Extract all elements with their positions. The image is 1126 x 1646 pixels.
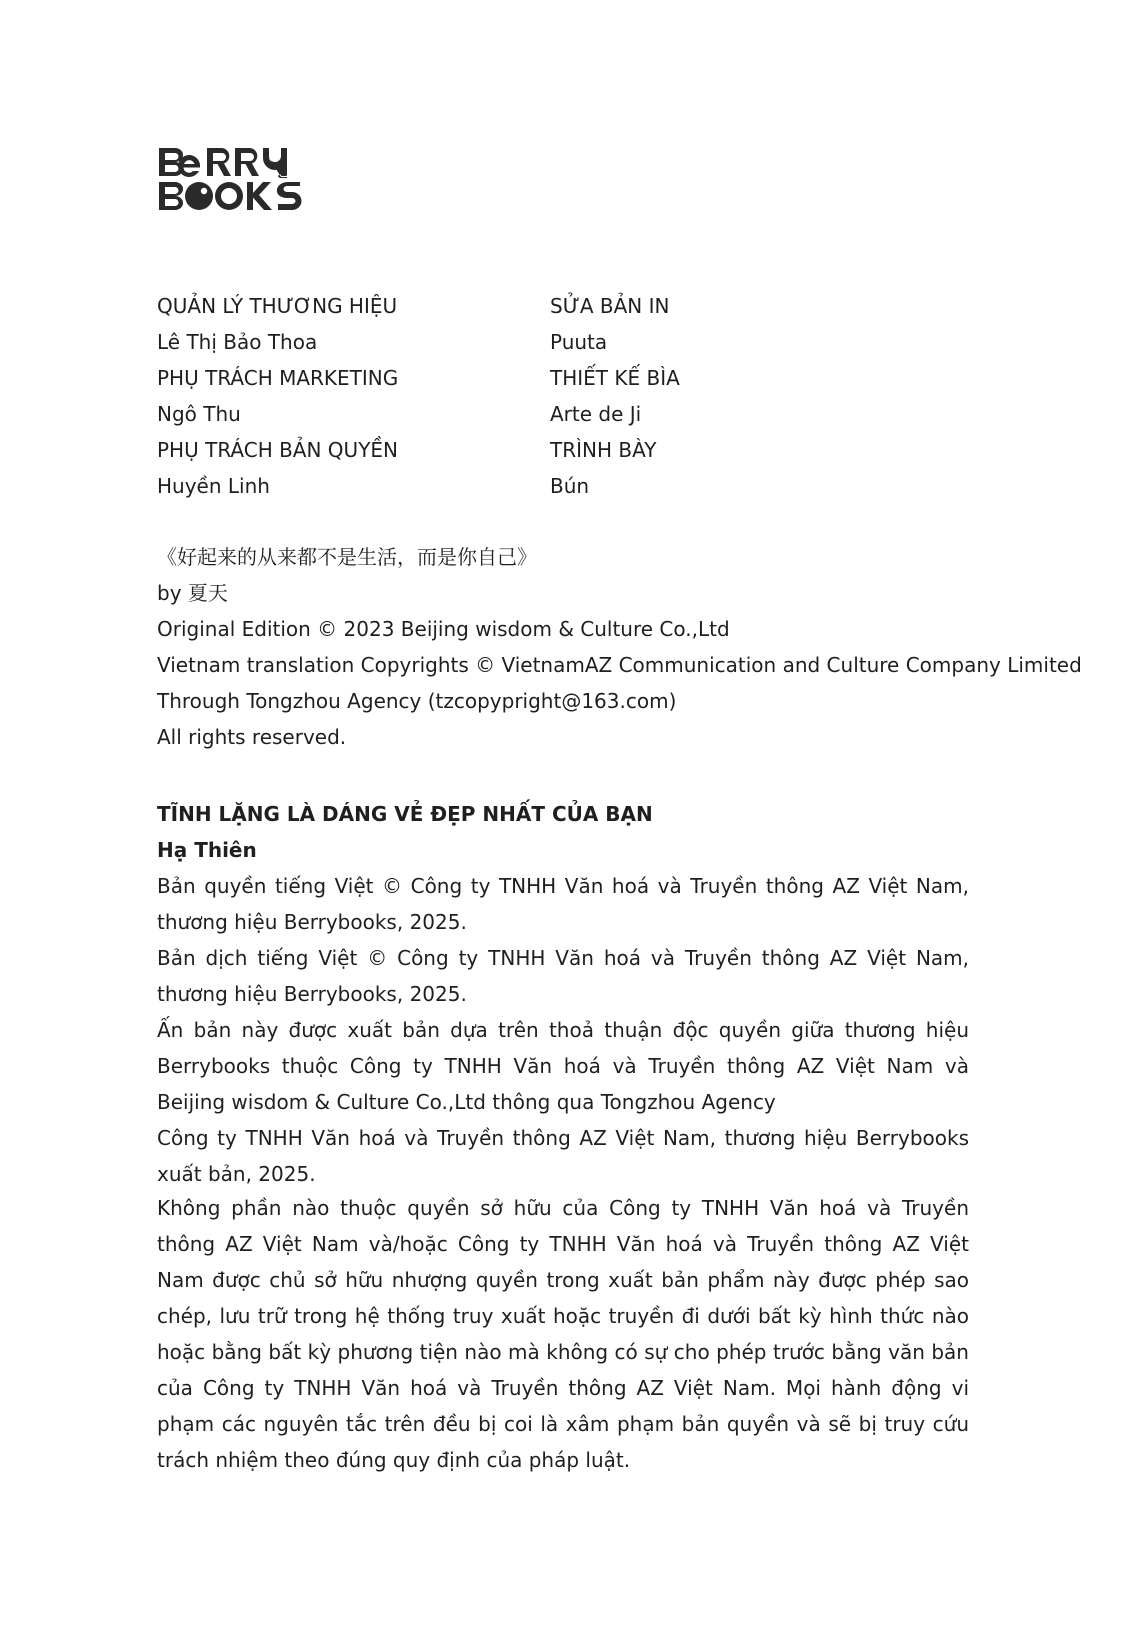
vn-book-title: TĨNH LẶNG LÀ DÁNG VẺ ĐẸP NHẤT CỦA BẠN	[157, 802, 653, 826]
logo-graphic	[157, 146, 317, 212]
credit-role: PHỤ TRÁCH MARKETING	[157, 366, 399, 390]
agency-line: Through Tongzhou Agency (tzcopypright@163.com)	[157, 689, 677, 713]
original-edition: Original Edition © 2023 Beijing wisdom & Culture Co.,Ltd	[157, 617, 730, 641]
vn-author: Hạ Thiên	[157, 838, 257, 862]
credit-name: Bún	[550, 474, 590, 498]
credit-role: THIẾT KẾ BÌA	[550, 366, 680, 390]
credit-role: SỬA BẢN IN	[550, 294, 670, 318]
credit-name: Puuta	[550, 330, 608, 354]
original-edition-block	[157, 539, 1082, 755]
original-title: 《好起来的从来都不是生活，而是你自己》	[157, 545, 537, 569]
credit-role: QUẢN LÝ THƯƠNG HIỆU	[157, 294, 398, 318]
vn-agreement: Ấn bản này được xuất bản dựa trên thoả thuận độc quyền giữa thương hiệu Berrybooks thuộc Công ty TNHH Văn hoá và Truyền thông AZ Việt Nam và Beijing wisdom & Culture Co.,Ltd thông qua Tongzhou Agency	[157, 1018, 969, 1114]
berry-books-logo	[157, 146, 317, 212]
rights-reserved: All rights reserved.	[157, 725, 347, 749]
credit-name: Arte de Ji	[550, 402, 642, 426]
original-author: by 夏天	[157, 581, 228, 605]
credit-role: TRÌNH BÀY	[550, 438, 657, 462]
vietnamese-edition-block	[157, 796, 969, 1192]
credit-name: Lê Thị Bảo Thoa	[157, 330, 318, 354]
vn-translation-copyright: Bản dịch tiếng Việt © Công ty TNHH Văn hoá và Truyền thông AZ Việt Nam, thương hiệu Berrybooks, 2025.	[157, 946, 969, 1006]
credits-grid	[157, 288, 969, 504]
credit-name: Ngô Thu	[157, 402, 241, 426]
translation-copyright: Vietnam translation Copyrights © VietnamAZ Communication and Culture Company Limited	[157, 653, 1082, 677]
credit-name: Huyền Linh	[157, 474, 270, 498]
legal-notice: Không phần nào thuộc quyền sở hữu của Công ty TNHH Văn hoá và Truyền thông AZ Việt Nam và/hoặc Công ty TNHH Văn hoá và Truyền thông AZ Việt Nam được chủ sở hữu nhượng quyền trong xuất bản phẩm này được phép sao chép, lưu trữ trong hệ thống truy xuất hoặc truyền đi dưới bất kỳ hình thức nào hoặc bằng bất kỳ phương tiện nào mà không có sự cho phép trước bằng văn bản của Công ty TNHH Văn hoá và Truyền thông AZ Việt Nam. Mọi hành động vi phạm các nguyên tắc trên đều bị coi là xâm phạm bản quyền và sẽ bị truy cứu trách nhiệm theo đúng quy định của pháp luật.	[157, 1196, 969, 1472]
credit-role: PHỤ TRÁCH BẢN QUYỀN	[157, 438, 399, 462]
vn-publisher: Công ty TNHH Văn hoá và Truyền thông AZ Việt Nam, thương hiệu Berrybooks xuất bản, 2025.	[157, 1126, 969, 1186]
vn-copyright: Bản quyền tiếng Việt © Công ty TNHH Văn hoá và Truyền thông AZ Việt Nam, thương hiệu Berrybooks, 2025.	[157, 874, 969, 934]
